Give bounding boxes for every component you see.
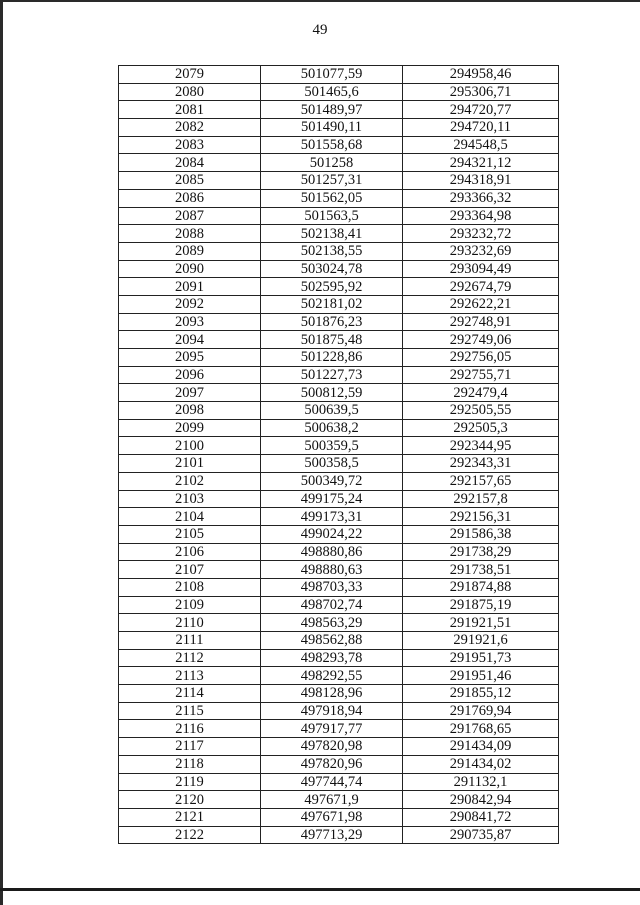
x-coordinate-cell: 501227,73 <box>261 366 403 384</box>
x-coordinate-cell: 498880,63 <box>261 561 403 579</box>
y-coordinate-cell: 293366,32 <box>403 189 559 207</box>
point-number-cell: 2094 <box>119 331 261 349</box>
point-number-cell: 2103 <box>119 490 261 508</box>
y-coordinate-cell: 295306,71 <box>403 83 559 101</box>
page-edge-top <box>0 0 640 2</box>
point-number-cell: 2097 <box>119 384 261 402</box>
point-number-cell: 2087 <box>119 207 261 225</box>
x-coordinate-cell: 498702,74 <box>261 596 403 614</box>
y-coordinate-cell: 291768,65 <box>403 720 559 738</box>
table-row <box>119 596 559 614</box>
point-number-cell: 2090 <box>119 260 261 278</box>
table-row <box>119 738 559 756</box>
x-coordinate-cell: 497820,98 <box>261 738 403 756</box>
x-coordinate-cell: 501077,59 <box>261 66 403 84</box>
x-coordinate-cell: 502138,55 <box>261 242 403 260</box>
x-coordinate-cell: 500359,5 <box>261 437 403 455</box>
table-row <box>119 66 559 84</box>
y-coordinate-cell: 294958,46 <box>403 66 559 84</box>
y-coordinate-cell: 292156,31 <box>403 508 559 526</box>
table-row <box>119 119 559 137</box>
y-coordinate-cell: 291951,73 <box>403 649 559 667</box>
point-number-cell: 2109 <box>119 596 261 614</box>
table-row <box>119 402 559 420</box>
y-coordinate-cell: 292749,06 <box>403 331 559 349</box>
point-number-cell: 2113 <box>119 667 261 685</box>
y-coordinate-cell: 291855,12 <box>403 685 559 703</box>
table-row <box>119 455 559 473</box>
point-number-cell: 2110 <box>119 614 261 632</box>
point-number-cell: 2080 <box>119 83 261 101</box>
x-coordinate-cell: 497917,77 <box>261 720 403 738</box>
y-coordinate-cell: 292479,4 <box>403 384 559 402</box>
x-coordinate-cell: 501563,5 <box>261 207 403 225</box>
point-number-cell: 2092 <box>119 295 261 313</box>
y-coordinate-cell: 293094,49 <box>403 260 559 278</box>
table-row <box>119 614 559 632</box>
table-row <box>119 278 559 296</box>
table-row <box>119 543 559 561</box>
table-row <box>119 561 559 579</box>
x-coordinate-cell: 503024,78 <box>261 260 403 278</box>
table-row <box>119 384 559 402</box>
y-coordinate-cell: 290735,87 <box>403 826 559 844</box>
table-row <box>119 242 559 260</box>
x-coordinate-cell: 501228,86 <box>261 349 403 367</box>
table-row <box>119 773 559 791</box>
table-row <box>119 755 559 773</box>
y-coordinate-cell: 291951,46 <box>403 667 559 685</box>
table-row <box>119 419 559 437</box>
table-row <box>119 472 559 490</box>
y-coordinate-cell: 293364,98 <box>403 207 559 225</box>
coordinates-table <box>118 65 559 844</box>
point-number-cell: 2101 <box>119 455 261 473</box>
y-coordinate-cell: 291434,09 <box>403 738 559 756</box>
y-coordinate-cell: 292755,71 <box>403 366 559 384</box>
x-coordinate-cell: 500358,5 <box>261 455 403 473</box>
x-coordinate-cell: 498880,86 <box>261 543 403 561</box>
point-number-cell: 2098 <box>119 402 261 420</box>
coordinates-table-body <box>119 66 559 844</box>
table-row <box>119 331 559 349</box>
point-number-cell: 2104 <box>119 508 261 526</box>
point-number-cell: 2085 <box>119 172 261 190</box>
point-number-cell: 2099 <box>119 419 261 437</box>
table-row <box>119 189 559 207</box>
x-coordinate-cell: 500812,59 <box>261 384 403 402</box>
x-coordinate-cell: 499173,31 <box>261 508 403 526</box>
y-coordinate-cell: 291874,88 <box>403 578 559 596</box>
point-number-cell: 2100 <box>119 437 261 455</box>
point-number-cell: 2121 <box>119 808 261 826</box>
point-number-cell: 2106 <box>119 543 261 561</box>
table-row <box>119 490 559 508</box>
point-number-cell: 2111 <box>119 632 261 650</box>
point-number-cell: 2102 <box>119 472 261 490</box>
table-row <box>119 808 559 826</box>
y-coordinate-cell: 292748,91 <box>403 313 559 331</box>
y-coordinate-cell: 293232,69 <box>403 242 559 260</box>
x-coordinate-cell: 499024,22 <box>261 525 403 543</box>
y-coordinate-cell: 294548,5 <box>403 136 559 154</box>
point-number-cell: 2118 <box>119 755 261 773</box>
point-number-cell: 2088 <box>119 225 261 243</box>
table-row <box>119 720 559 738</box>
y-coordinate-cell: 293232,72 <box>403 225 559 243</box>
x-coordinate-cell: 497671,98 <box>261 808 403 826</box>
y-coordinate-cell: 290841,72 <box>403 808 559 826</box>
point-number-cell: 2096 <box>119 366 261 384</box>
point-number-cell: 2114 <box>119 685 261 703</box>
y-coordinate-cell: 294318,91 <box>403 172 559 190</box>
y-coordinate-cell: 292343,31 <box>403 455 559 473</box>
table-row <box>119 260 559 278</box>
table-row <box>119 349 559 367</box>
y-coordinate-cell: 292157,65 <box>403 472 559 490</box>
x-coordinate-cell: 500639,5 <box>261 402 403 420</box>
table-row <box>119 366 559 384</box>
x-coordinate-cell: 501465,6 <box>261 83 403 101</box>
y-coordinate-cell: 292505,3 <box>403 419 559 437</box>
y-coordinate-cell: 294720,11 <box>403 119 559 137</box>
page-number: 49 <box>312 22 328 38</box>
point-number-cell: 2081 <box>119 101 261 119</box>
x-coordinate-cell: 497918,94 <box>261 702 403 720</box>
point-number-cell: 2107 <box>119 561 261 579</box>
x-coordinate-cell: 502181,02 <box>261 295 403 313</box>
y-coordinate-cell: 292344,95 <box>403 437 559 455</box>
x-coordinate-cell: 502595,92 <box>261 278 403 296</box>
y-coordinate-cell: 291434,02 <box>403 755 559 773</box>
table-row <box>119 508 559 526</box>
point-number-cell: 2115 <box>119 702 261 720</box>
point-number-cell: 2112 <box>119 649 261 667</box>
point-number-cell: 2089 <box>119 242 261 260</box>
bottom-rule <box>0 888 640 891</box>
point-number-cell: 2105 <box>119 525 261 543</box>
x-coordinate-cell: 498293,78 <box>261 649 403 667</box>
point-number-cell: 2084 <box>119 154 261 172</box>
table-row <box>119 437 559 455</box>
y-coordinate-cell: 291875,19 <box>403 596 559 614</box>
x-coordinate-cell: 501489,97 <box>261 101 403 119</box>
y-coordinate-cell: 294321,12 <box>403 154 559 172</box>
table-row <box>119 172 559 190</box>
y-coordinate-cell: 291738,51 <box>403 561 559 579</box>
x-coordinate-cell: 501490,11 <box>261 119 403 137</box>
table-row <box>119 632 559 650</box>
point-number-cell: 2120 <box>119 791 261 809</box>
y-coordinate-cell: 292756,05 <box>403 349 559 367</box>
table-row <box>119 791 559 809</box>
y-coordinate-cell: 290842,94 <box>403 791 559 809</box>
x-coordinate-cell: 499175,24 <box>261 490 403 508</box>
x-coordinate-cell: 497713,29 <box>261 826 403 844</box>
table-row <box>119 136 559 154</box>
x-coordinate-cell: 501258 <box>261 154 403 172</box>
point-number-cell: 2093 <box>119 313 261 331</box>
x-coordinate-cell: 502138,41 <box>261 225 403 243</box>
x-coordinate-cell: 501558,68 <box>261 136 403 154</box>
x-coordinate-cell: 500638,2 <box>261 419 403 437</box>
table-row <box>119 826 559 844</box>
y-coordinate-cell: 291921,6 <box>403 632 559 650</box>
y-coordinate-cell: 294720,77 <box>403 101 559 119</box>
table-row <box>119 313 559 331</box>
table-row <box>119 225 559 243</box>
point-number-cell: 2108 <box>119 578 261 596</box>
point-number-cell: 2091 <box>119 278 261 296</box>
x-coordinate-cell: 498563,29 <box>261 614 403 632</box>
point-number-cell: 2082 <box>119 119 261 137</box>
point-number-cell: 2086 <box>119 189 261 207</box>
x-coordinate-cell: 501257,31 <box>261 172 403 190</box>
table-row <box>119 101 559 119</box>
point-number-cell: 2119 <box>119 773 261 791</box>
point-number-cell: 2117 <box>119 738 261 756</box>
point-number-cell: 2083 <box>119 136 261 154</box>
y-coordinate-cell: 291132,1 <box>403 773 559 791</box>
table-row <box>119 667 559 685</box>
point-number-cell: 2122 <box>119 826 261 844</box>
y-coordinate-cell: 292505,55 <box>403 402 559 420</box>
x-coordinate-cell: 498703,33 <box>261 578 403 596</box>
x-coordinate-cell: 497820,96 <box>261 755 403 773</box>
x-coordinate-cell: 500349,72 <box>261 472 403 490</box>
x-coordinate-cell: 497744,74 <box>261 773 403 791</box>
x-coordinate-cell: 498292,55 <box>261 667 403 685</box>
y-coordinate-cell: 292157,8 <box>403 490 559 508</box>
x-coordinate-cell: 498562,88 <box>261 632 403 650</box>
x-coordinate-cell: 501562,05 <box>261 189 403 207</box>
table-row <box>119 525 559 543</box>
table-row <box>119 702 559 720</box>
x-coordinate-cell: 497671,9 <box>261 791 403 809</box>
point-number-cell: 2079 <box>119 66 261 84</box>
table-row <box>119 154 559 172</box>
y-coordinate-cell: 291769,94 <box>403 702 559 720</box>
y-coordinate-cell: 291921,51 <box>403 614 559 632</box>
point-number-cell: 2116 <box>119 720 261 738</box>
table-row <box>119 685 559 703</box>
table-row <box>119 83 559 101</box>
x-coordinate-cell: 501876,23 <box>261 313 403 331</box>
y-coordinate-cell: 292622,21 <box>403 295 559 313</box>
point-number-cell: 2095 <box>119 349 261 367</box>
table-row <box>119 295 559 313</box>
y-coordinate-cell: 291586,38 <box>403 525 559 543</box>
y-coordinate-cell: 292674,79 <box>403 278 559 296</box>
table-row <box>119 207 559 225</box>
table-row <box>119 649 559 667</box>
page-edge-left <box>0 0 3 905</box>
table-row <box>119 578 559 596</box>
x-coordinate-cell: 501875,48 <box>261 331 403 349</box>
x-coordinate-cell: 498128,96 <box>261 685 403 703</box>
y-coordinate-cell: 291738,29 <box>403 543 559 561</box>
